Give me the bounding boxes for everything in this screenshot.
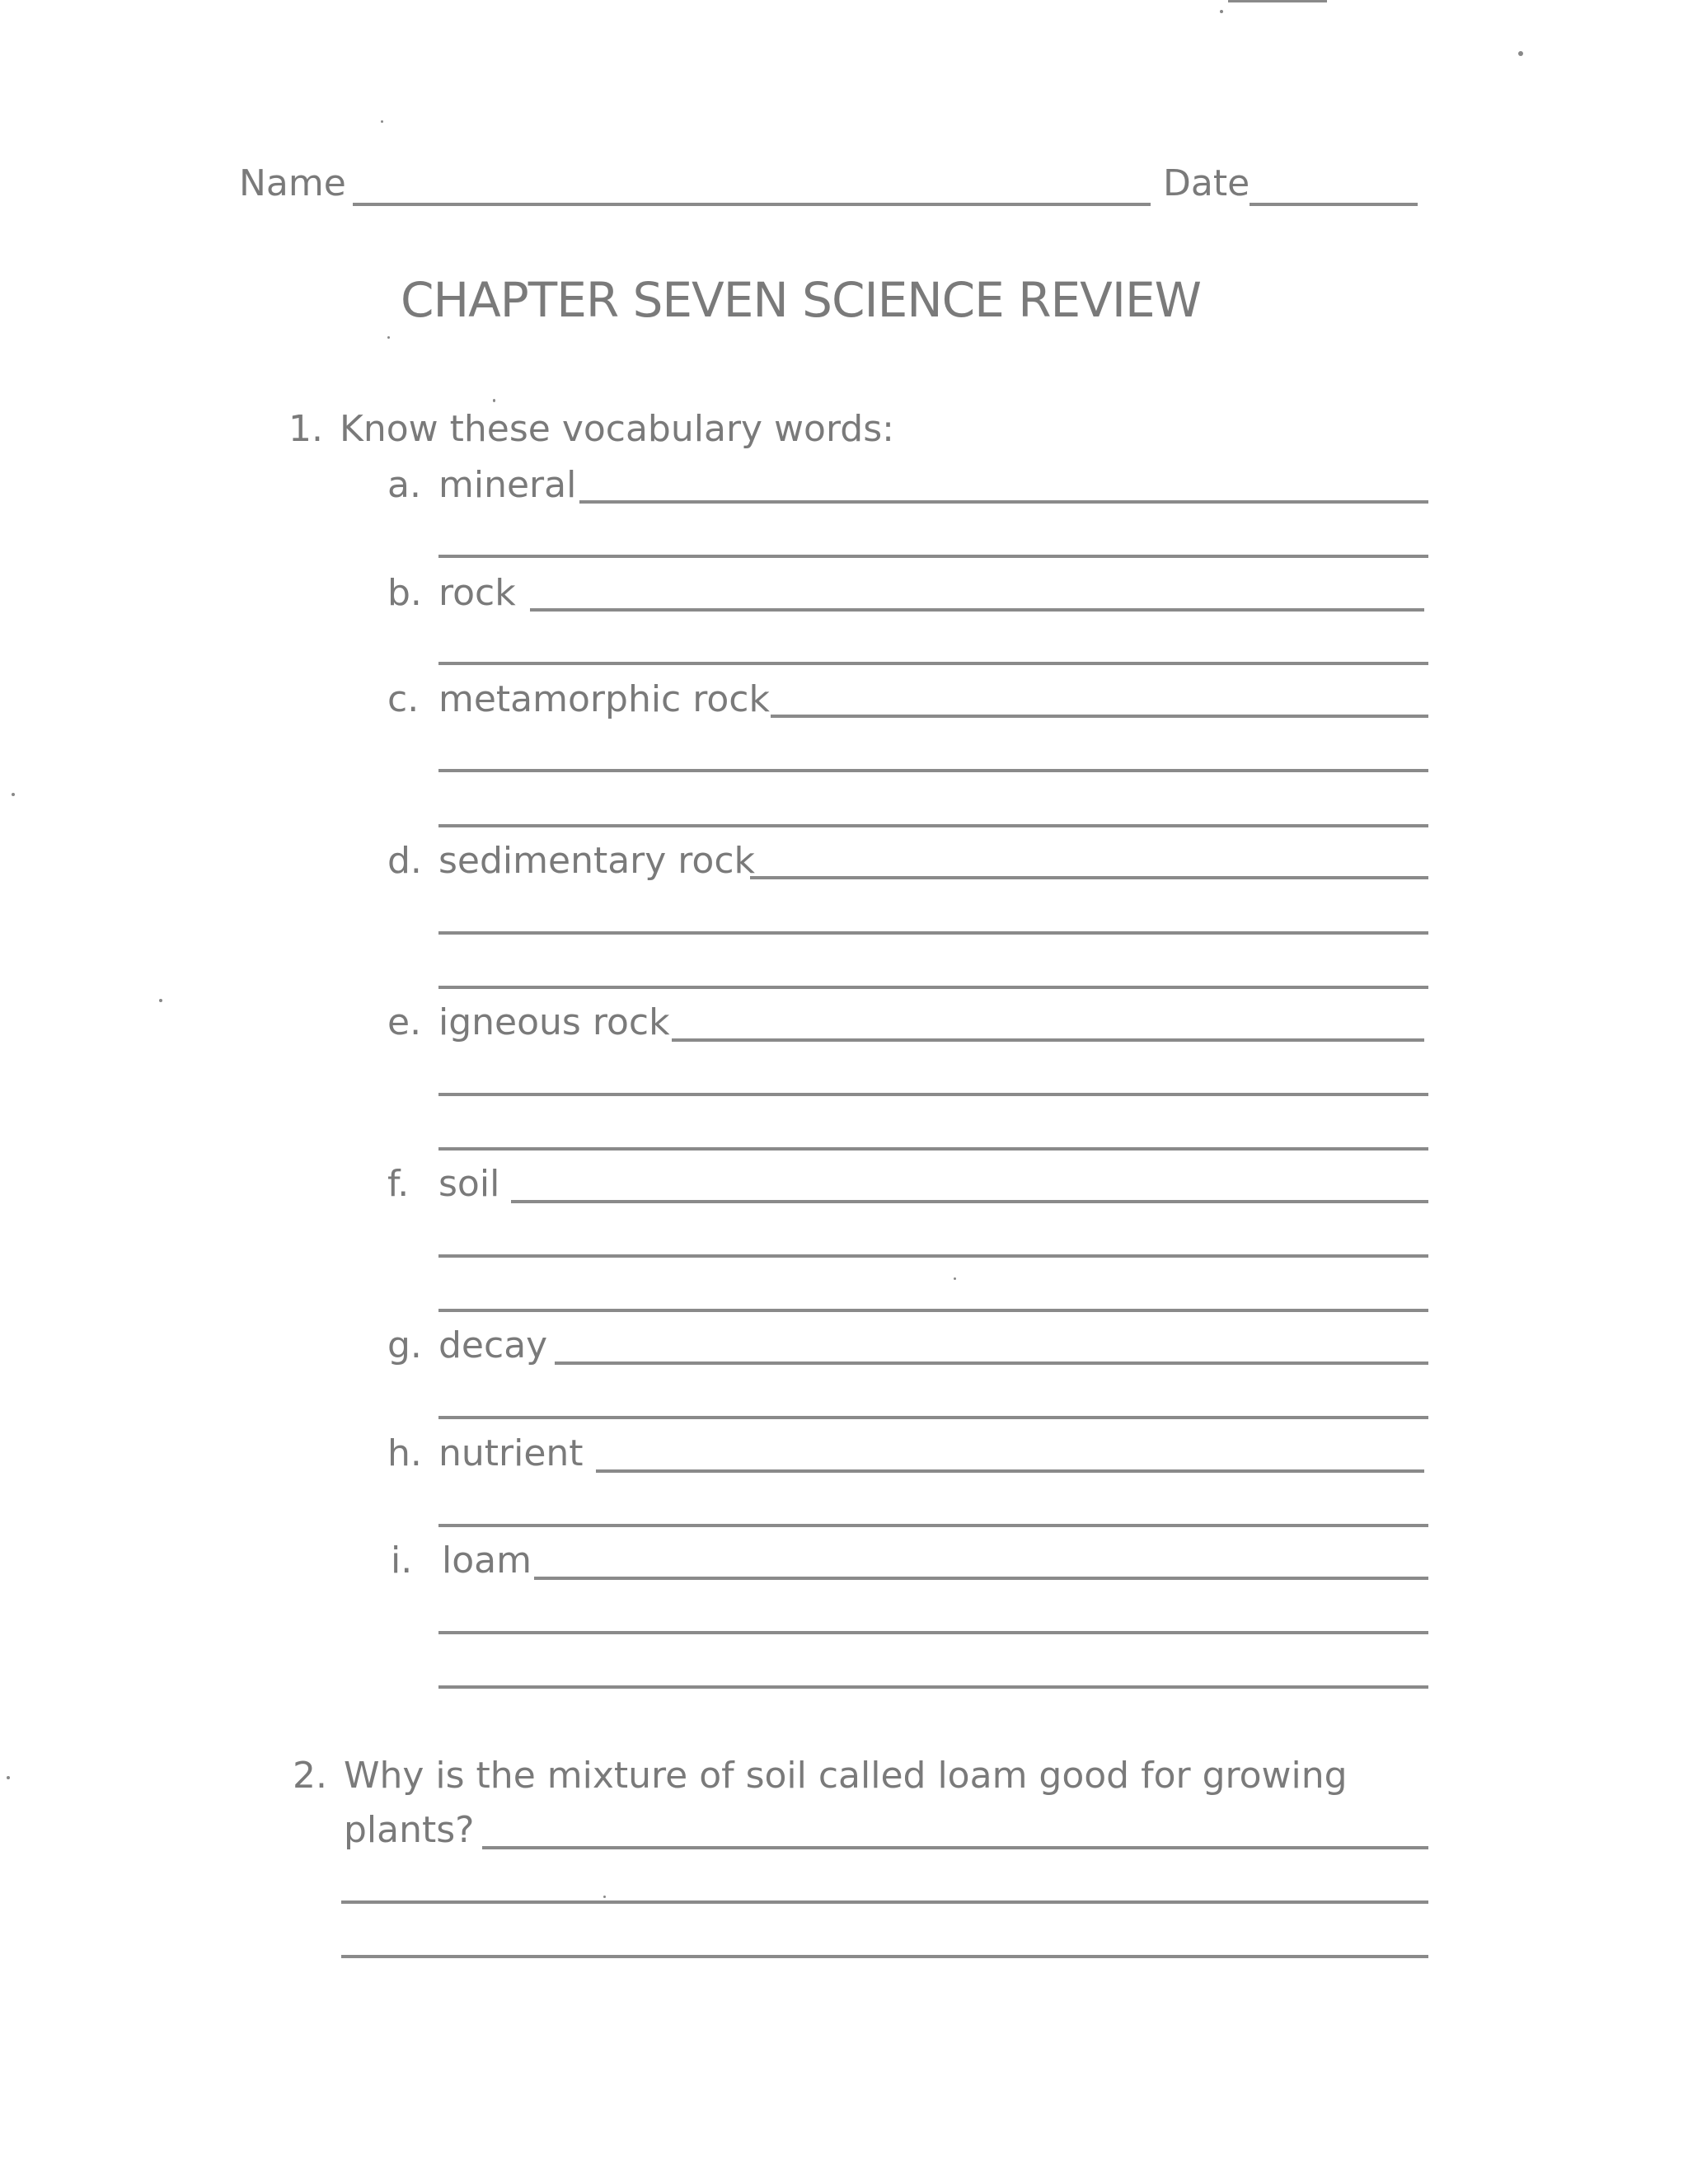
scan-speck	[493, 399, 495, 402]
vocab-answer-line[interactable]	[438, 1685, 1428, 1689]
vocab-answer-line[interactable]	[438, 662, 1428, 665]
vocab-answer-line[interactable]	[750, 876, 1428, 879]
scan-mark	[1228, 0, 1327, 2]
name-label: Name	[239, 162, 346, 204]
vocab-answer-line[interactable]	[579, 500, 1428, 504]
vocab-answer-line[interactable]	[530, 608, 1424, 612]
vocab-letter-c: c.	[387, 678, 420, 720]
question-1-prompt: Know these vocabulary words:	[340, 408, 894, 450]
vocab-answer-line[interactable]	[438, 769, 1428, 772]
question-1-number: 1.	[288, 408, 323, 450]
vocab-letter-a: a.	[387, 464, 421, 506]
question-2-number: 2.	[293, 1755, 327, 1797]
date-label: Date	[1163, 162, 1250, 204]
vocab-answer-line[interactable]	[438, 1631, 1428, 1634]
vocab-answer-line[interactable]	[438, 1147, 1428, 1151]
scan-speck	[381, 120, 383, 123]
scan-speck	[1518, 51, 1523, 56]
scan-speck	[159, 999, 162, 1002]
question-2-answer-line[interactable]	[341, 1900, 1428, 1904]
vocab-term-loam: loam	[442, 1540, 532, 1582]
vocab-letter-g: g.	[387, 1324, 422, 1366]
vocab-answer-line[interactable]	[555, 1361, 1428, 1365]
vocab-answer-line[interactable]	[438, 1524, 1428, 1527]
vocab-answer-line[interactable]	[438, 931, 1428, 935]
vocab-answer-line[interactable]	[534, 1577, 1428, 1580]
vocab-answer-line[interactable]	[438, 824, 1428, 827]
scan-speck	[12, 793, 15, 796]
vocab-answer-line[interactable]	[438, 1254, 1428, 1258]
vocab-answer-line[interactable]	[596, 1469, 1424, 1473]
vocab-answer-line[interactable]	[438, 1309, 1428, 1312]
vocab-letter-d: d.	[387, 840, 422, 882]
vocab-answer-line[interactable]	[438, 555, 1428, 558]
vocab-term-metamorphic-rock: metamorphic rock	[438, 678, 770, 720]
scan-speck	[7, 1776, 10, 1779]
vocab-answer-line[interactable]	[438, 986, 1428, 989]
scan-speck	[603, 1896, 606, 1898]
date-answer-line[interactable]	[1250, 203, 1418, 206]
scan-speck	[954, 1277, 956, 1280]
vocab-letter-f: f.	[387, 1163, 410, 1205]
question-2-text-line1: Why is the mixture of soil called loam good for growing	[344, 1755, 1348, 1797]
question-2-answer-line[interactable]	[341, 1955, 1428, 1958]
vocab-letter-b: b.	[387, 572, 422, 614]
vocab-term-soil: soil	[438, 1163, 500, 1205]
question-2-answer-line[interactable]	[482, 1846, 1428, 1849]
vocab-term-mineral: mineral	[438, 464, 577, 506]
vocab-answer-line[interactable]	[511, 1200, 1428, 1203]
vocab-answer-line[interactable]	[438, 1093, 1428, 1096]
scan-speck	[387, 336, 390, 339]
vocab-letter-i: i.	[391, 1540, 413, 1582]
vocab-answer-line[interactable]	[672, 1038, 1424, 1042]
vocab-term-sedimentary-rock: sedimentary rock	[438, 840, 756, 882]
name-answer-line[interactable]	[353, 203, 1151, 206]
question-2-text-line2: plants?	[344, 1809, 475, 1851]
vocab-term-nutrient: nutrient	[438, 1432, 584, 1474]
vocab-term-igneous-rock: igneous rock	[438, 1001, 670, 1043]
vocab-term-decay: decay	[438, 1324, 548, 1366]
scan-speck	[1220, 10, 1223, 13]
vocab-term-rock: rock	[438, 572, 516, 614]
vocab-answer-line[interactable]	[438, 1416, 1428, 1419]
vocab-letter-e: e.	[387, 1001, 422, 1043]
page-title: CHAPTER SEVEN SCIENCE REVIEW	[401, 272, 1201, 328]
vocab-answer-line[interactable]	[771, 715, 1428, 718]
vocab-letter-h: h.	[387, 1432, 422, 1474]
